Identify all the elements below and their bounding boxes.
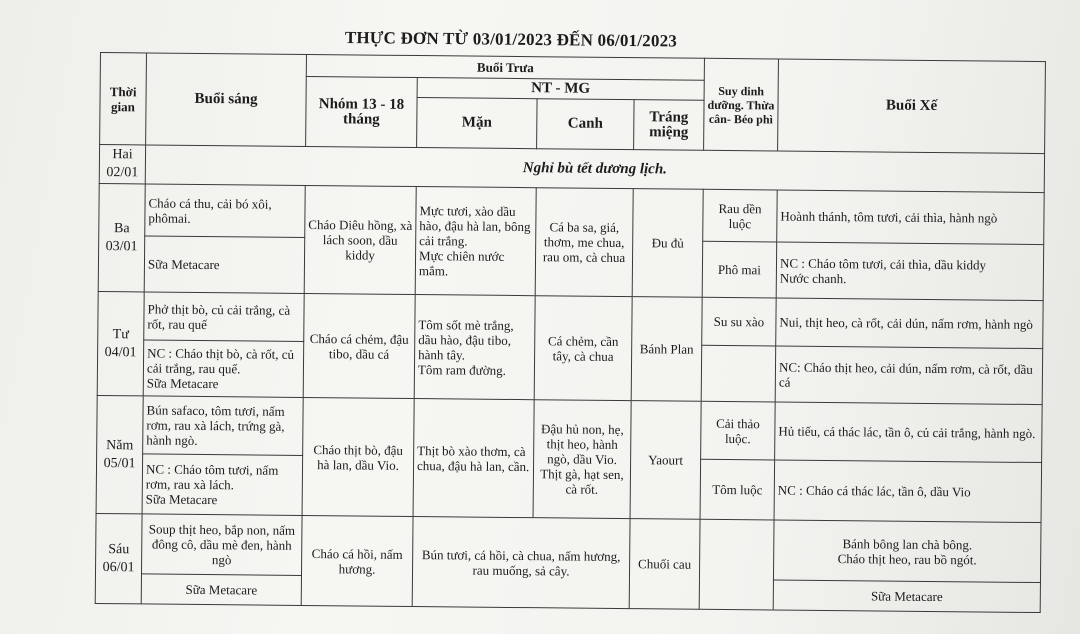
day-cell-tuesday	[98, 183, 145, 291]
day-name: Tư	[112, 326, 129, 342]
day-cell-monday	[99, 145, 145, 184]
header-morning: Buổi sáng	[146, 53, 307, 147]
day-date: 05/01	[103, 455, 136, 471]
morning-extra: Sữa Metacare	[144, 236, 305, 294]
menu-title: THỰC ĐƠN TỪ 03/01/2023 ĐẾN 06/01/2023	[344, 28, 678, 51]
morning-main: Cháo cá thu, cải bó xôi, phômai.	[145, 184, 305, 238]
afternoon-main: Bánh bông lan chà bông. Cháo thịt heo, rau bồ ngót.	[773, 520, 1041, 583]
afternoon-main: Nui, thịt heo, cà rốt, cải dún, nấm rơm, hành ngò	[776, 298, 1043, 349]
day-date: 03/01	[105, 238, 138, 254]
afternoon-extra: Sữa Metacare	[773, 580, 1040, 613]
header-time: Thời gian	[100, 53, 147, 145]
day-date: 04/01	[104, 344, 137, 360]
lunch-soup: Cá chẻm, cần tây, cà chua	[534, 296, 632, 401]
row-tuesday-a	[99, 183, 1044, 244]
day-cell-friday	[95, 513, 142, 603]
holiday-note: Nghỉ bù tết dương lịch.	[145, 145, 1044, 193]
day-date: 02/01	[106, 165, 139, 181]
day-cell-thursday	[96, 395, 143, 513]
header-infant: Nhóm 13 - 18 tháng	[306, 76, 418, 147]
special-diet-2	[701, 345, 776, 402]
header-afternoon: Buổi Xế	[778, 59, 1046, 154]
header-dessert: Tráng miệng	[634, 100, 704, 151]
row-friday-a	[95, 513, 1041, 582]
day-cell-wednesday	[97, 291, 144, 395]
day-name: Năm	[106, 437, 134, 453]
special-diet-1: Cải thảo luộc.	[701, 401, 776, 460]
morning-extra: NC : Cháo tôm tươi, nấm rơm, rau xà lách. Sữa Metacare	[142, 454, 303, 516]
infant-meal: Cháo thịt bò, đậu hà lan, dầu Vio.	[302, 397, 414, 516]
afternoon-extra: NC : Cháo cá thác lác, tần ô, dầu Vio	[774, 460, 1042, 523]
header-special: Suy dinh dưỡng. Thừa cân- Béo phì	[704, 58, 779, 151]
morning-main: Bún safaco, tôm tươi, nấm rơm, rau xà lách, trứng gà, hành ngò.	[143, 396, 304, 456]
weekly-menu-table	[95, 52, 1046, 613]
lunch-combined: Bún tươi, cá hồi, cà chua, nấm hương, rau muống, sả cây.	[412, 517, 630, 609]
lunch-salty: Thịt bò xào thơm, cà chua, đậu hà lan, cần.	[413, 399, 534, 518]
day-name: Hai	[112, 147, 133, 163]
special-diet	[699, 519, 774, 610]
lunch-dessert: Chuối cau	[629, 519, 700, 610]
day-name: Sáu	[108, 541, 130, 557]
morning-extra: Sữa Metacare	[141, 574, 301, 606]
lunch-dessert: Bánh Plan	[631, 297, 702, 402]
afternoon-main: Hủ tiếu, cá thác lác, tần ô, củ cải trắng, hành ngò.	[775, 402, 1043, 463]
day-name: Ba	[113, 220, 130, 236]
special-diet-2: Tôm luộc	[700, 459, 775, 520]
afternoon-main: Hoành thánh, tôm tươi, cải thìa, hành ngò	[777, 190, 1044, 245]
row-thursday-a	[97, 395, 1043, 462]
header-salty: Mặn	[417, 98, 537, 149]
lunch-soup: Cá ba sa, giá, thơm, me chua, rau om, cà chua	[535, 188, 633, 297]
morning-extra: NC : Cháo thịt bò, cà rốt, củ cải trắng, rau quế. Sữa Metacare	[143, 340, 304, 398]
special-diet-1: Rau dền luộc	[703, 189, 777, 242]
lunch-salty: Mực tươi, xào dầu hào, đậu hà lan, bông cải trắng. Mực chiên nước mắm.	[415, 187, 536, 296]
morning-main: Phở thịt bò, củ cải trắng, cà rốt, rau quế	[144, 292, 304, 342]
day-date: 06/01	[102, 559, 135, 575]
header-lunch: Buổi Trưa	[306, 54, 704, 80]
lunch-dessert: Yaourt	[630, 401, 701, 520]
infant-meal: Cháo cá hồi, nấm hương.	[301, 515, 413, 606]
afternoon-extra: NC : Cháo tôm tươi, cải thìa, dầu kiddy Nước chanh.	[776, 242, 1044, 301]
header-ntmg: NT - MG	[417, 78, 704, 101]
lunch-dessert: Đu đủ	[632, 189, 703, 298]
infant-meal: Cháo Diêu hồng, xà lách soon, dầu kiddy	[304, 185, 416, 294]
infant-meal: Cháo cá chẻm, đậu tibo, dầu cá	[303, 293, 415, 398]
afternoon-extra: NC: Cháo thịt heo, cải dún, nấm rơm, cà rốt, dầu cá	[775, 346, 1043, 405]
morning-main: Soup thịt heo, bắp non, nấm đông cô, dầu mè đen, hành ngò	[141, 514, 302, 576]
lunch-soup: Đậu hủ non, hẹ, thịt heo, hành ngò, dầu Vio. Thịt gà, hạt sen, cà rốt.	[533, 400, 631, 519]
special-diet-2: Phô mai	[702, 241, 777, 298]
special-diet-1: Su su xào	[702, 297, 776, 346]
header-soup: Canh	[537, 99, 634, 150]
lunch-salty: Tôm sốt mè trắng, dầu hào, đậu tibo, hành tây. Tôm ram đường.	[414, 295, 535, 400]
